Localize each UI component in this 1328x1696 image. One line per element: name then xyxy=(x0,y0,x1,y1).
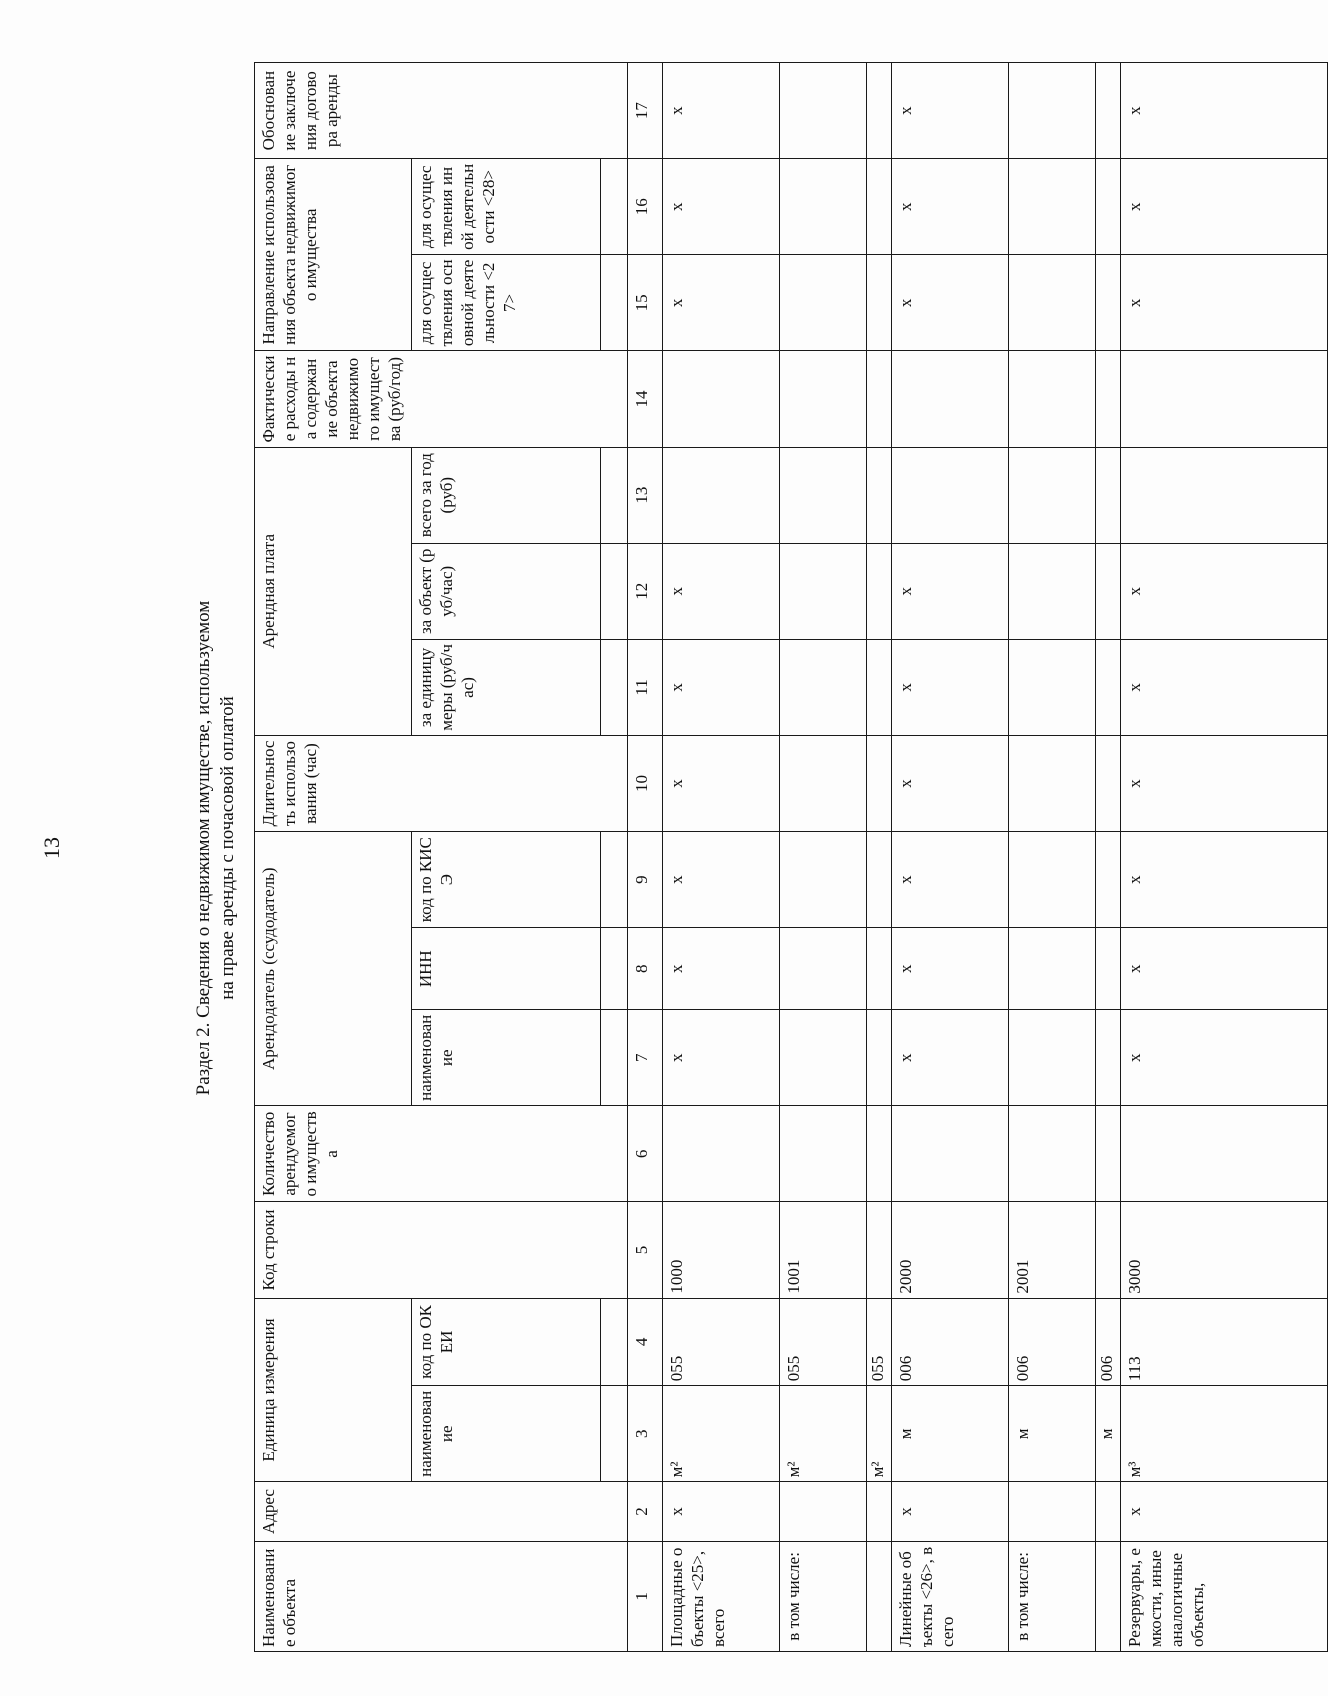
header-spacer-cell xyxy=(601,1386,628,1482)
table-cell xyxy=(892,1106,1009,1202)
table-cell xyxy=(1096,159,1121,255)
table-cell xyxy=(780,1010,867,1106)
table-cell: м² xyxy=(663,1386,780,1482)
header-quantity: Количество арендуемого имущества xyxy=(255,1106,628,1202)
column-number: 13 xyxy=(628,447,663,543)
table-cell xyxy=(1096,735,1121,831)
table-cell xyxy=(1096,832,1121,928)
table-cell xyxy=(780,255,867,351)
rented-property-table xyxy=(254,62,1328,1652)
table-cell xyxy=(1009,639,1096,735)
header-lessor-inn: ИНН xyxy=(412,928,601,1010)
header-spacer-cell xyxy=(601,1010,628,1106)
table-cell xyxy=(1009,159,1096,255)
table-cell xyxy=(780,159,867,255)
table-cell xyxy=(1096,63,1121,159)
table-cell: х xyxy=(663,543,780,639)
table-cell xyxy=(867,1106,892,1202)
table-cell: х xyxy=(663,1482,780,1541)
table-row xyxy=(867,63,892,1652)
header-direction-main: для осуществления основной деятельности <27> xyxy=(412,255,601,351)
table-cell xyxy=(867,1202,892,1298)
column-number: 6 xyxy=(628,1106,663,1202)
table-cell: х xyxy=(663,832,780,928)
page-number: 13 xyxy=(39,837,64,859)
table-cell: 006 xyxy=(1009,1298,1096,1386)
table-cell: м xyxy=(892,1386,1009,1482)
table-cell xyxy=(867,447,892,543)
table-cell xyxy=(663,351,780,447)
table-cell xyxy=(1096,447,1121,543)
rented-property-table-container xyxy=(254,62,1207,1652)
column-number: 2 xyxy=(628,1482,663,1541)
table-cell: 1001 xyxy=(780,1202,867,1298)
table-cell xyxy=(1009,63,1096,159)
column-number: 14 xyxy=(628,351,663,447)
table-cell xyxy=(1009,1106,1096,1202)
table-cell xyxy=(780,928,867,1010)
column-number: 17 xyxy=(628,63,663,159)
header-expenses: Фактические расходы на содержание объекта недвижимого имущества (руб/год) xyxy=(255,351,628,447)
column-number: 12 xyxy=(628,543,663,639)
table-cell: м³ xyxy=(1121,1386,1328,1482)
table-cell xyxy=(1096,1541,1121,1651)
table-cell xyxy=(867,735,892,831)
header-rent: Арендная плата xyxy=(255,447,412,735)
column-number: 16 xyxy=(628,159,663,255)
table-cell xyxy=(867,639,892,735)
header-spacer-cell xyxy=(601,639,628,735)
table-cell: м² xyxy=(780,1386,867,1482)
header-rent-per-unit: за единицу меры (руб/час) xyxy=(412,639,601,735)
table-cell xyxy=(1121,351,1328,447)
table-cell: х xyxy=(1121,832,1328,928)
column-number: 11 xyxy=(628,639,663,735)
table-cell: м xyxy=(1096,1386,1121,1482)
header-lessor-name: наименование xyxy=(412,1010,601,1106)
table-cell: х xyxy=(1121,543,1328,639)
header-spacer-cell xyxy=(601,832,628,928)
table-cell xyxy=(1096,1202,1121,1298)
table-cell xyxy=(1096,928,1121,1010)
column-number: 8 xyxy=(628,928,663,1010)
table-cell xyxy=(1096,1106,1121,1202)
table-cell xyxy=(780,63,867,159)
header-spacer-cell xyxy=(601,928,628,1010)
column-number: 15 xyxy=(628,255,663,351)
table-cell: х xyxy=(892,928,1009,1010)
column-number: 3 xyxy=(628,1386,663,1482)
table-cell xyxy=(1121,447,1328,543)
header-direction: Направление использования объекта недвижимого имущества xyxy=(255,159,412,351)
column-numbers-row xyxy=(628,63,663,1652)
table-cell: в том числе: xyxy=(1009,1541,1096,1651)
table-cell xyxy=(1096,1010,1121,1106)
table-cell: х xyxy=(892,159,1009,255)
header-unit-name: наименование xyxy=(412,1386,601,1482)
table-cell: х xyxy=(663,1010,780,1106)
table-row xyxy=(780,63,867,1652)
header-lessor: Арендодатель (ссудодатель) xyxy=(255,832,412,1106)
table-cell xyxy=(1096,543,1121,639)
header-basis: Обоснование заключения договора аренды xyxy=(255,63,628,159)
table-cell xyxy=(867,351,892,447)
table-cell xyxy=(867,1010,892,1106)
table-cell: 2001 xyxy=(1009,1202,1096,1298)
section-title-line2: на праве аренды с почасовой оплатой xyxy=(217,696,238,1000)
table-cell xyxy=(1009,543,1096,639)
table-cell: х xyxy=(1121,1482,1328,1541)
table-cell xyxy=(867,543,892,639)
table-cell: 055 xyxy=(780,1298,867,1386)
table-cell xyxy=(780,1482,867,1541)
header-name: Наименование объекта xyxy=(255,1541,628,1651)
table-cell: Резервуары, емкости, иные аналогичные объекты, xyxy=(1121,1541,1328,1651)
table-cell xyxy=(780,543,867,639)
table-cell: х xyxy=(663,255,780,351)
table-cell xyxy=(867,1541,892,1651)
table-cell: х xyxy=(663,928,780,1010)
table-cell: 2000 xyxy=(892,1202,1009,1298)
table-cell: 3000 xyxy=(1121,1202,1328,1298)
table-cell: 006 xyxy=(1096,1298,1121,1386)
table-cell xyxy=(1009,1482,1096,1541)
table-cell: х xyxy=(663,63,780,159)
table-cell: х xyxy=(663,735,780,831)
table-cell: 006 xyxy=(892,1298,1009,1386)
table-cell xyxy=(1009,255,1096,351)
table-cell: х xyxy=(892,255,1009,351)
column-number: 5 xyxy=(628,1202,663,1298)
header-spacer-cell xyxy=(601,1298,628,1386)
table-cell xyxy=(780,735,867,831)
table-cell xyxy=(892,351,1009,447)
table-cell xyxy=(663,447,780,543)
header-unit-okei: код по ОКЕИ xyxy=(412,1298,601,1386)
header-direction-other: для осуществления иной деятельности <28> xyxy=(412,159,601,255)
table-cell: х xyxy=(892,63,1009,159)
header-spacer-cell xyxy=(601,159,628,255)
table-cell: Линейные объекты <26>, всего xyxy=(892,1541,1009,1651)
table-cell: 055 xyxy=(663,1298,780,1386)
header-line-code: Код строки xyxy=(255,1202,628,1298)
table-cell xyxy=(867,159,892,255)
table-cell: х xyxy=(892,1010,1009,1106)
table-cell xyxy=(780,351,867,447)
table-cell: х xyxy=(1121,928,1328,1010)
table-cell xyxy=(1096,639,1121,735)
table-cell xyxy=(867,63,892,159)
header-spacer-cell xyxy=(601,447,628,543)
table-cell xyxy=(1009,1010,1096,1106)
header-spacer-cell xyxy=(601,255,628,351)
header-spacer-cell xyxy=(601,543,628,639)
table-cell xyxy=(892,447,1009,543)
table-cell: х xyxy=(892,832,1009,928)
header-duration: Длительность использования (час) xyxy=(255,735,628,831)
table-cell xyxy=(780,447,867,543)
table-cell xyxy=(1096,351,1121,447)
column-number: 9 xyxy=(628,832,663,928)
column-number: 1 xyxy=(628,1541,663,1651)
table-cell xyxy=(1096,255,1121,351)
table-cell: х xyxy=(1121,1010,1328,1106)
column-number: 4 xyxy=(628,1298,663,1386)
table-cell: 1000 xyxy=(663,1202,780,1298)
table-cell xyxy=(1009,735,1096,831)
section-title-line1: Раздел 2. Сведения о недвижимом имуществе, используемом xyxy=(193,600,214,1096)
table-cell: х xyxy=(663,639,780,735)
header-lessor-kise: код по КИСЭ xyxy=(412,832,601,928)
table-cell: х xyxy=(892,543,1009,639)
table-row xyxy=(1121,63,1328,1652)
table-cell xyxy=(1009,832,1096,928)
column-number: 10 xyxy=(628,735,663,831)
table-cell: м xyxy=(1009,1386,1096,1482)
table-cell xyxy=(780,639,867,735)
table-cell xyxy=(867,832,892,928)
table-cell xyxy=(867,255,892,351)
table-cell xyxy=(1009,351,1096,447)
table-cell xyxy=(780,1106,867,1202)
table-cell: х xyxy=(892,1482,1009,1541)
table-cell xyxy=(1096,1482,1121,1541)
table-cell: Площадные объекты <25>, всего xyxy=(663,1541,780,1651)
table-cell xyxy=(663,1106,780,1202)
header-rent-total-year: всего за год (руб) xyxy=(412,447,601,543)
table-cell: х xyxy=(1121,639,1328,735)
table-cell xyxy=(1009,928,1096,1010)
table-cell: х xyxy=(1121,735,1328,831)
table-cell: х xyxy=(1121,159,1328,255)
table-cell: х xyxy=(1121,63,1328,159)
table-cell: х xyxy=(663,159,780,255)
header-address: Адрес xyxy=(255,1482,628,1541)
table-row xyxy=(1009,63,1096,1652)
table-cell: м² xyxy=(867,1386,892,1482)
table-row xyxy=(892,63,1009,1652)
table-row xyxy=(1096,63,1121,1652)
table-cell xyxy=(1121,1106,1328,1202)
header-unit: Единица измерения xyxy=(255,1298,412,1482)
table-cell: х xyxy=(1121,255,1328,351)
table-row xyxy=(663,63,780,1652)
table-cell xyxy=(867,1482,892,1541)
table-cell xyxy=(1009,447,1096,543)
table-cell: 055 xyxy=(867,1298,892,1386)
table-cell: х xyxy=(892,735,1009,831)
header-rent-per-object: за объект (руб/час) xyxy=(412,543,601,639)
table-cell: в том числе: xyxy=(780,1541,867,1651)
column-number: 7 xyxy=(628,1010,663,1106)
table-cell xyxy=(867,928,892,1010)
table-cell: 113 xyxy=(1121,1298,1328,1386)
section-title xyxy=(192,498,240,1198)
table-cell xyxy=(780,832,867,928)
table-cell: х xyxy=(892,639,1009,735)
